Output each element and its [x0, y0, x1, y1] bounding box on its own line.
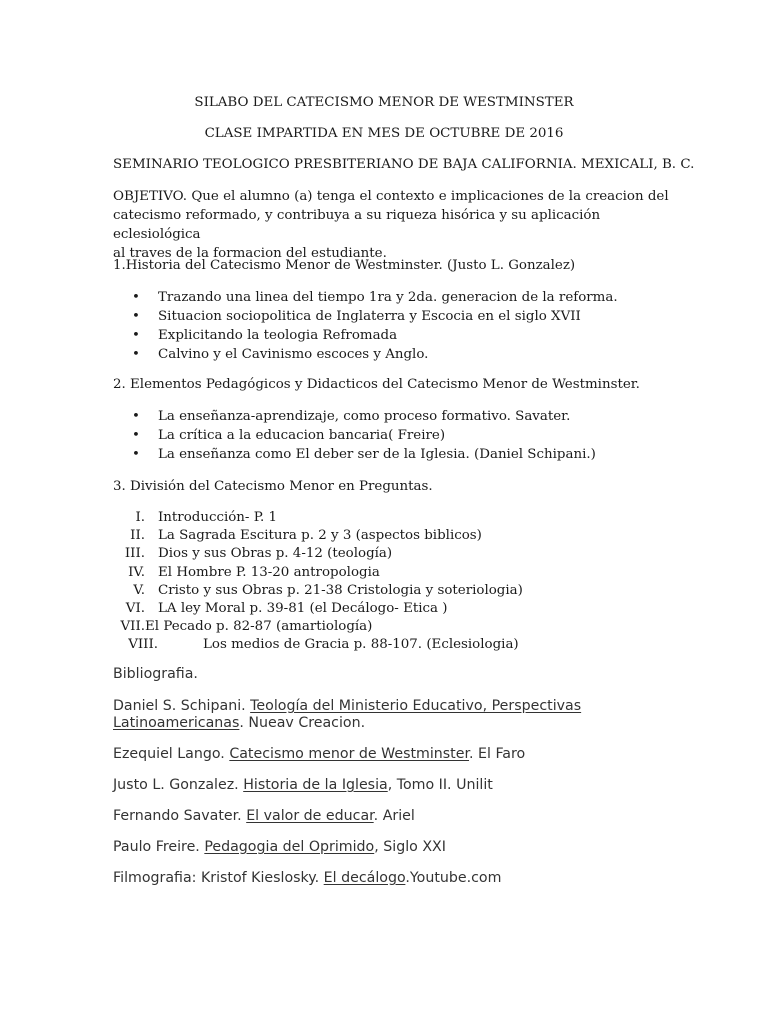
- book-title: Historia de la Iglesia: [243, 777, 388, 793]
- bullet-icon: •: [132, 347, 140, 362]
- section-heading: 3. División del Catecismo Menor en Preguntas.: [113, 479, 433, 494]
- bullet-icon: •: [132, 428, 140, 443]
- film-title: El decálogo: [323, 870, 406, 886]
- book-title: Teología del Ministerio Educativo, Perspectivas: [250, 698, 582, 714]
- list-item: VIII. Los medios de Gracia p. 88-107. (Eclesiologia): [113, 635, 673, 653]
- list-item: • Situacion sociopolitica de Inglaterra y Escocia en el siglo XVII: [132, 309, 581, 324]
- bibliography-entry: Fernando Savater. El valor de educar. Ariel: [113, 808, 415, 824]
- roman-numeral: IV.: [128, 564, 145, 580]
- section-2-list: [113, 407, 673, 464]
- page-subtitle: CLASE IMPARTIDA EN MES DE OCTUBRE DE 2016: [204, 126, 564, 141]
- list-item: I. Introducción- P. 1: [113, 508, 673, 526]
- bibliography-entry: Justo L. Gonzalez. Historia de la Iglesia, Tomo II. Unilit: [113, 777, 493, 793]
- list-item: • Trazando una linea del tiempo 1ra y 2da. generacion de la reforma.: [132, 290, 618, 305]
- list-item: • La enseñanza-aprendizaje, como proceso formativo. Savater.: [132, 409, 571, 424]
- bibliography-entry-continued: Latinoamericanas. Nueav Creacion.: [113, 715, 366, 731]
- list-item: II. La Sagrada Escitura p. 2 y 3 (aspectos biblicos): [113, 526, 673, 544]
- objective-line: catecismo reformado, y contribuya a su riqueza hisórica y su aplicación eclesiológica: [113, 208, 601, 242]
- bullet-icon: •: [132, 309, 140, 324]
- bibliography-heading: Bibliografia.: [113, 666, 198, 682]
- roman-numeral: III.: [124, 546, 145, 562]
- list-item: III. Dios y sus Obras p. 4-12 (teología): [113, 544, 673, 562]
- roman-numeral: VI.: [125, 600, 145, 616]
- bibliography-entry: Ezequiel Lango. Catecismo menor de Westminster. El Faro: [113, 746, 526, 762]
- list-item: • Explicitando la teologia Refromada: [132, 328, 398, 343]
- roman-numeral: VIII.: [128, 637, 158, 653]
- bibliography-entry: Daniel S. Schipani. Teología del Ministerio Educativo, Perspectivas: [113, 698, 582, 714]
- list-item: V. Cristo y sus Obras p. 21-38 Cristologia y soteriologia): [113, 581, 673, 599]
- roman-numeral: V.: [133, 582, 145, 598]
- bullet-icon: •: [132, 328, 140, 343]
- filmography-entry: Filmografia: Kristof Kieslosky. El decálogo.Youtube.com: [113, 870, 502, 886]
- roman-numeral: VII.: [120, 619, 145, 635]
- page-title: SILABO DEL CATECISMO MENOR DE WESTMINSTER: [194, 95, 574, 110]
- section-1-list: [113, 288, 673, 364]
- book-title: Pedagogia del Oprimido: [204, 839, 375, 855]
- list-item: VI. LA ley Moral p. 39-81 (el Decálogo- Etica ): [113, 599, 673, 617]
- book-title: Latinoamericanas: [113, 715, 240, 731]
- bibliography-entry: Paulo Freire. Pedagogia del Oprimido, Siglo XXI: [113, 839, 446, 855]
- list-item: • Calvino y el Cavinismo escoces y Anglo.: [132, 347, 429, 362]
- list-item: IV. El Hombre P. 13-20 antropologia: [113, 563, 673, 581]
- book-title: El valor de educar: [246, 808, 374, 824]
- objective-line: OBJETIVO. Que el alumno (a) tenga el contexto e implicaciones de la creacion del: [113, 189, 669, 204]
- list-item: • La crítica a la educacion bancaria( Freire): [132, 428, 446, 443]
- bullet-icon: •: [132, 290, 140, 305]
- roman-numeral: I.: [135, 510, 145, 525]
- section-heading: 2. Elementos Pedagógicos y Didacticos del Catecismo Menor de Westminster.: [113, 377, 640, 392]
- objective-line: al traves de la formacion del estudiante.: [113, 246, 387, 261]
- roman-numeral: II.: [130, 528, 145, 544]
- list-item: VII.El Pecado p. 82-87 (amartiología): [113, 617, 673, 635]
- bullet-icon: •: [132, 447, 140, 462]
- section-3-list: [113, 508, 673, 654]
- list-item: • La enseñanza como El deber ser de la Iglesia. (Daniel Schipani.): [132, 447, 596, 462]
- book-title: Catecismo menor de Westminster: [229, 746, 470, 762]
- objective-paragraph: [113, 187, 673, 263]
- section-heading: 1.Historia del Catecismo Menor de Westminster. (Justo L. Gonzalez): [113, 258, 576, 273]
- institution-line: SEMINARIO TEOLOGICO PRESBITERIANO DE BAJA CALIFORNIA. MEXICALI, B. C.: [113, 157, 695, 172]
- bullet-icon: •: [132, 409, 140, 424]
